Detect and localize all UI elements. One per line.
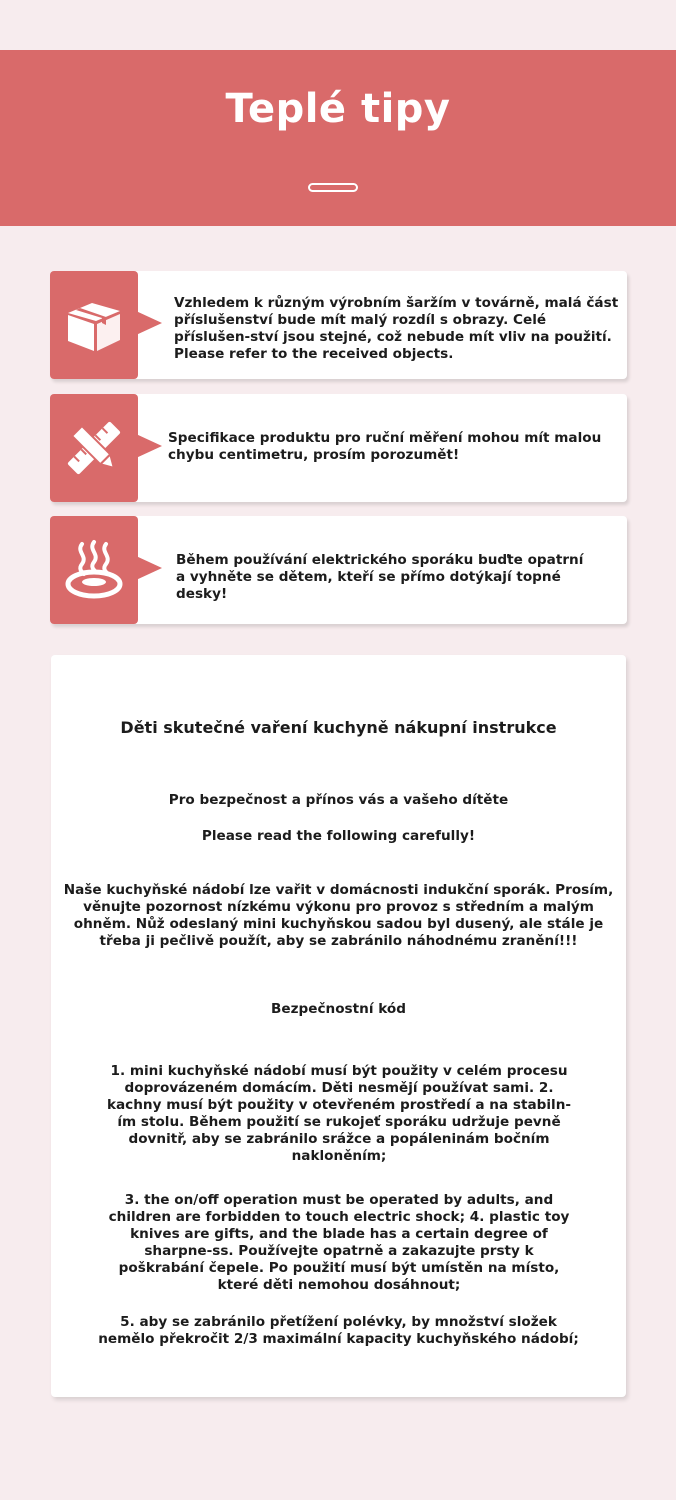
- tip-card-1: [50, 271, 627, 379]
- read-note: Please read the following carefully!: [201, 828, 476, 844]
- intro-paragraph: Naše kuchyňské nádobí lze vařit v domácnosti indukční sporák. Prosím, věnujte pozornost nízkému výkonu pro provoz s středním a malým ohněm. Nůž odeslaný mini kuchyňskou sadou byl dusený, ale stále je třeba ji pečlivě použít, aby se zabránilo náhodnému zranění!!!: [63, 882, 614, 949]
- safety-rule: 5. aby se zabránilo přetížení polévky, by množství složek nemělo překročit 2/3 maximální kapacity kuchyňského nádobí;: [98, 1314, 579, 1347]
- safety-code-heading: Bezpečnostní kód: [271, 1001, 406, 1017]
- tip-icon-box: [50, 516, 138, 624]
- tip-text: Během používání elektrického sporáku buďte opatrní a vyhněte se dětem, kteří se přímo dotýkají topné desky!: [176, 552, 584, 602]
- tip-card-3: [50, 516, 627, 624]
- tip-pointer: [136, 434, 162, 458]
- tip-text: Specifikace produktu pro ruční měření mohou mít malou chybu centimetru, prosím porozumět!: [168, 430, 602, 463]
- header-banner: [0, 50, 676, 226]
- ruler-pencil-icon: [62, 416, 126, 480]
- instructions-title: Děti skutečné vaření kuchyně nákupní instrukce: [120, 718, 557, 737]
- instructions-subtitle: Pro bezpečnost a přínos vás a vašeho dítěte: [168, 792, 509, 808]
- tip-icon-box: [50, 394, 138, 502]
- box-icon: [62, 293, 126, 357]
- tip-text: Vzhledem k různým výrobním šaržím v továrně, malá část příslušenství bude mít malý rozdíl s obrazy. Celé příslušen-ství jsou stejné, což nebude mít vliv na použití. Please refer to the received objects.: [174, 295, 619, 362]
- safety-rule: 3. the on/off operation must be operated by adults, and children are forbidden to touch electric shock; 4. plastic toy knives are gifts, and the blade has a certain degree of sharpne-ss. Používejte opatrně a zakazujte prsty k poškrabání čepele. Po použití musí být umístěn na místo, které děti nemohou dosáhnout;: [108, 1192, 570, 1293]
- page-title: Teplé tipy: [225, 86, 451, 132]
- decorative-pill: [308, 183, 358, 192]
- tip-pointer: [136, 556, 162, 580]
- hot-plate-icon: [62, 538, 126, 602]
- tip-card-2: [50, 394, 627, 502]
- safety-rule: 1. mini kuchyňské nádobí musí být použity v celém procesu doprovázeném domácím. Děti nesmějí používat sami. 2. kachny musí být použity v otevřeném prostředí a na stabiln-ím stolu. Během použití se rukojeť sporáku udržuje pevně dovnitř, aby se zabránilo srážce a popáleninám bočním nakloněním;: [106, 1063, 572, 1164]
- tip-icon-box: [50, 271, 138, 379]
- instructions-card: [51, 655, 626, 1397]
- tip-pointer: [136, 311, 162, 335]
